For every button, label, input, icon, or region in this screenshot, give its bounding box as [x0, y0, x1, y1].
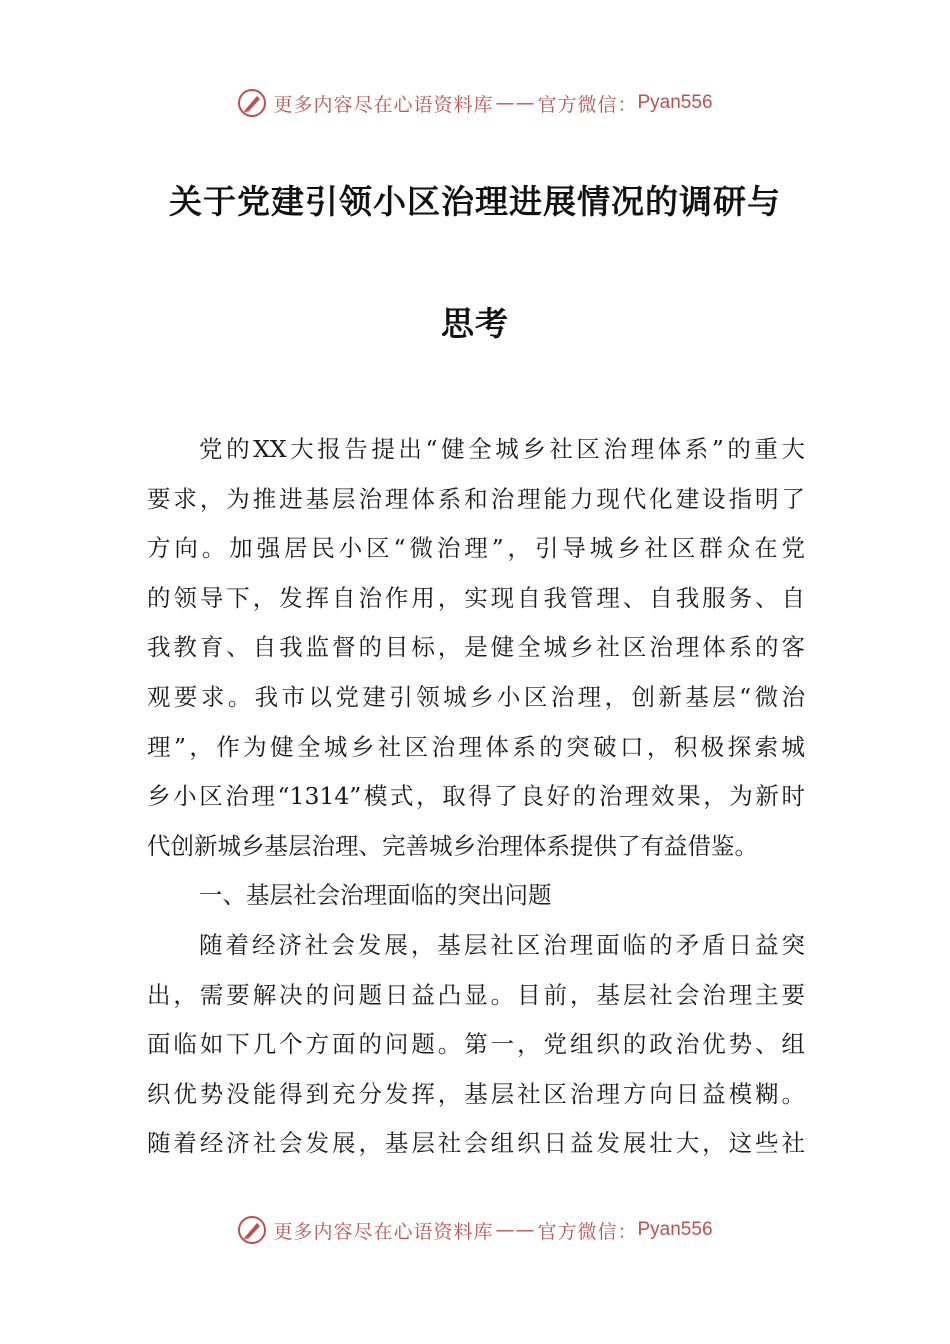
watermark-id: Pyan556	[637, 92, 713, 113]
paragraph-line: 我教育、自我监督的目标，是健全城乡社区治理体系的客	[147, 633, 805, 662]
paragraph-line: 的领导下，发挥自治作用，实现自我管理、自我服务、自	[147, 583, 805, 612]
paragraph-line: 随着经济社会发展，基层社会组织日益发展壮大，这些社	[147, 1129, 805, 1158]
paragraph-line: 观要求。我市以党建引领城乡小区治理，创新基层“微治	[147, 682, 805, 711]
paragraph-line: 代创新城乡基层治理、完善城乡治理体系提供了有益借鉴。	[147, 831, 758, 860]
paragraph-line: 党的XX大报告提出“健全城乡社区治理体系”的重大	[199, 435, 805, 463]
watermark-separator: ——	[495, 1219, 536, 1241]
watermark-footer	[0, 1212, 950, 1248]
watermark-header	[0, 85, 950, 121]
watermark-text: 更多内容尽在心语资料库	[273, 93, 494, 116]
paragraph-line: 出，需要解决的问题日益凸显。目前，基层社会治理主要	[147, 980, 805, 1009]
watermark-label: 官方微信：	[537, 1220, 638, 1243]
pen-logo-icon	[237, 1215, 267, 1245]
paragraph-line: 织优势没能得到充分发挥，基层社区治理方向日益模糊。	[147, 1079, 805, 1108]
paragraph-line: 随着经济社会发展，基层社区治理面临的矛盾日益突	[199, 930, 805, 959]
watermark-separator: ——	[495, 92, 536, 114]
paragraph-line: 方向。加强居民小区“微治理”，引导城乡社区群众在党	[147, 534, 805, 563]
document-body	[147, 425, 805, 1169]
watermark-id: Pyan556	[637, 1219, 713, 1240]
pen-logo-icon	[237, 88, 267, 118]
document-title-line-1: 关于党建引领小区治理进展情况的调研与	[169, 182, 781, 221]
paragraph-line: 理”，作为健全城乡社区治理体系的突破口，积极探索城	[147, 732, 805, 761]
watermark-text: 更多内容尽在心语资料库	[273, 1220, 494, 1243]
section-heading: 一、基层社会治理面临的突出问题	[199, 881, 552, 910]
paragraph-line: 要求，为推进基层治理体系和治理能力现代化建设指明了	[147, 484, 805, 513]
watermark-label: 官方微信：	[537, 93, 638, 116]
paragraph-line: 乡小区治理“1314”模式，取得了良好的治理效果，为新时	[147, 782, 805, 811]
document-title-line-2: 思考	[441, 304, 509, 343]
paragraph-line: 面临如下几个方面的问题。第一，党组织的政治优势、组	[147, 1030, 805, 1059]
